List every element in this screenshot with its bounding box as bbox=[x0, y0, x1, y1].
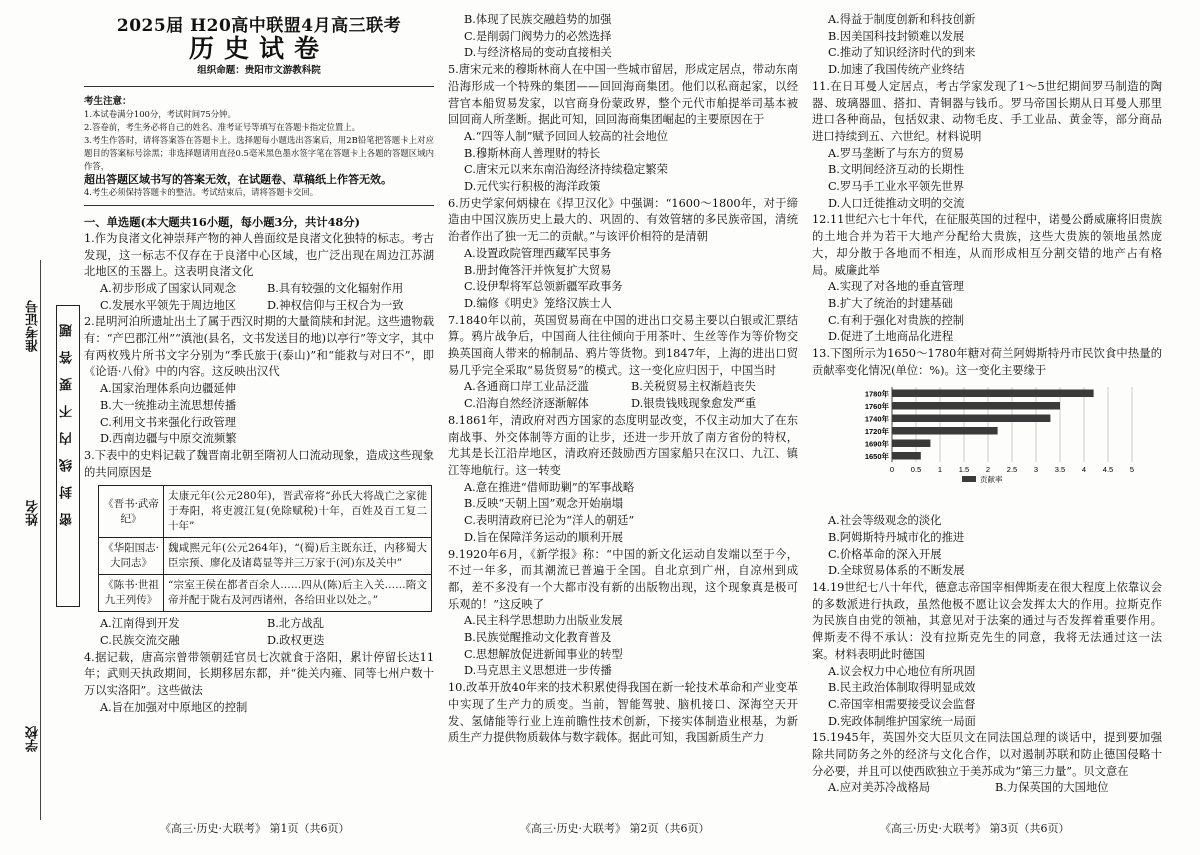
option: D.编修《明史》笼络汉族士人 bbox=[464, 296, 612, 310]
x-tick-label: 5 bbox=[1129, 465, 1135, 475]
bar bbox=[892, 415, 1050, 423]
option: A.设置政院管理西藏军民事务 bbox=[464, 246, 612, 260]
note-warning: 超出答题区域书写的答案无效，在试题卷、草稿纸上作答无效。 bbox=[84, 173, 392, 187]
x-tick-label: 0 bbox=[889, 465, 895, 475]
option: A.得益于制度创新和科技创新 bbox=[828, 13, 976, 26]
category-label: 1760年 bbox=[864, 402, 889, 412]
question-7: 7.1840年以前，英国贸易商在中国的进出口交易主要以白银或汇票结算。鸦片战争后，中国商人往往倾向于用茶叶、生丝等作为等价物交换英国商人带来的棉制品、鸦片等货物。到1847年，上海的进出口贸易几乎完全采取“易货贸易”的模式。这一变化应归因于，中国当时 bbox=[448, 313, 798, 377]
source-cell: 《华阳国志·大同志》 bbox=[99, 538, 164, 575]
question-10: 10.改革开放40年来的技术积累使得我国在新一轮技术革命和产业变革中实现了生产力的质变。当前，智能驾驶、脑机接口、深海空天开发、氢储能等行业上连前瞻性技术创新，下接实体制造业根基，为新质生产力提供物质载体与数字载体。据此可知，我国新质生产力 bbox=[448, 681, 798, 745]
option: C.价格革命的深入开展 bbox=[828, 547, 942, 561]
note-item: 4.考生必须保持答题卡的整洁。考试结束后，请将答题卡交回。 bbox=[84, 187, 319, 198]
option: C.发展水平领先于周边地区 bbox=[100, 298, 237, 312]
question-2: 2.昆明河泊所遗址出土了属于西汉时期的大量简牍和封泥。这些遗物载有：“产巴郡江州”“滇池(县名，文书发送目的地)以亭行”等文字，其中有两枚残片所书文字分别为“季氏旅于(泰山)”和“能救与对曰不”，即《论语·八佾》中的内容。这反映出汉代 bbox=[84, 315, 434, 379]
option: B.具有较强的文化辐射作用 bbox=[267, 281, 404, 295]
option: A.国家治理体系向边疆延伸 bbox=[100, 382, 237, 396]
option: B.民族觉醒推动文化教育普及 bbox=[464, 631, 612, 645]
option: D.马克思主义思想进一步传播 bbox=[464, 664, 612, 678]
notes-heading: 考生注意： bbox=[84, 96, 132, 108]
bar bbox=[892, 390, 1094, 398]
bar bbox=[892, 402, 1060, 410]
option: A.意在推进“借师助剿”的军事战略 bbox=[464, 480, 635, 494]
options-row bbox=[84, 298, 434, 315]
x-tick-label: 0.5 bbox=[910, 465, 922, 475]
table-row bbox=[99, 575, 432, 612]
x-tick-label: 1 bbox=[937, 465, 943, 475]
option: D.西南边疆与中原交流频繁 bbox=[100, 432, 237, 446]
question-13: 13.下图所示为1650～1780年糖对荷兰阿姆斯特丹市民饮食中热量的贡献率变化情况(单位：%)。这一变化主要缘于 bbox=[812, 347, 1162, 377]
x-tick-label: 4 bbox=[1081, 465, 1087, 475]
option: D.加速了我国传统产业终结 bbox=[828, 63, 965, 77]
option: B.阿姆斯特丹城市化的推进 bbox=[828, 530, 965, 544]
option: B.册封俺答汗并恢复扩大贸易 bbox=[464, 263, 612, 277]
option: B.因美国科技封锁难以发展 bbox=[828, 29, 965, 43]
option: C.帝国宰相需要接受议会监督 bbox=[828, 697, 976, 711]
question-6: 6.历史学家何炳棣在《捍卫汉化》中强调：“1600～1800年，对于缔造由中国汉族历史上最大的、巩固的、有效管辖的多民族帝国，清统治者作出了独一无二的贡献。”与该评价相符的是清朝 bbox=[448, 196, 798, 244]
option: D.促进了土地商品化进程 bbox=[828, 330, 954, 344]
option: C.罗马手工业水平领先世界 bbox=[828, 180, 965, 194]
subject-title: 历史试卷 bbox=[188, 33, 329, 63]
option: D.全球贸易体系的不断发展 bbox=[828, 564, 965, 578]
x-tick-label: 2.5 bbox=[1006, 465, 1018, 475]
exam-notes bbox=[84, 95, 434, 199]
question-12: 12.11世纪六七十年代，在征服英国的过程中，诺曼公爵威廉将旧贵族的土地合并为若干大地产分配给大贵族，这些大贵族的领地虽然庞大，却分散于各地而不相连，从而形成相互分割交错的地产占有格局。威廉此举 bbox=[812, 213, 1162, 277]
option: A.实现了对各地的垂直管理 bbox=[828, 280, 965, 294]
question-14: 14.19世纪七八十年代，德意志帝国宰相俾斯麦在很大程度上依靠议会的多数派进行执政，虽然他极不愿让议会发挥太大的作用。拉斯克作为民族自由党的领袖，其意见对于法案的通过与否发挥着重要作用。俾斯麦不得不承认：没有拉斯克先生的同意，我将无法通过这一法案。材料表明此时德国 bbox=[812, 580, 1162, 661]
option: C.设伊犁将军总领新疆军政事务 bbox=[464, 280, 623, 294]
legend-swatch bbox=[962, 476, 976, 482]
option: B.大一统推动主流思想传播 bbox=[100, 398, 237, 412]
option: D.旨在保障洋务运动的顺利开展 bbox=[464, 530, 624, 544]
question-11: 11.在日耳曼人定居点，考古学家发现了1～5世纪期间罗马制造的陶器、玻璃器皿、搭扣、青铜器与钱币。罗马帝国长期从日耳曼人那里进口各种商品，包括奴隶、动物毛皮、手工业品、黄金等，部分商品进口持续到五、六世纪。材料说明 bbox=[812, 79, 1162, 143]
option: A.应对美苏冷战格局 bbox=[828, 781, 931, 795]
category-label: 1740年 bbox=[864, 414, 889, 424]
sugar-chart bbox=[852, 383, 1162, 509]
option: B.反映“天朝上国”观念开始崩塌 bbox=[464, 497, 624, 511]
text-cell: 太康元年(公元280年)，晋武帝将“孙氏大将战亡之家徙于寿阳，将吏渡江复(免除赋税)十年，百姓及百工复二十年” bbox=[164, 486, 432, 538]
page-footer-1: 《高三·历史·大联考》 第1页（共6页） bbox=[160, 822, 350, 835]
option: D.与经济格局的变动直接相关 bbox=[464, 46, 612, 60]
divider bbox=[84, 205, 434, 206]
option: C.唐宋元以来东南沿海经济持续稳定繁荣 bbox=[464, 163, 668, 177]
options-row bbox=[812, 780, 1162, 797]
options-row bbox=[448, 379, 798, 396]
ticket-label: 准考证号 bbox=[26, 300, 41, 352]
x-tick-label: 1.5 bbox=[958, 465, 970, 475]
option: C.有利于强化对贵族的控制 bbox=[828, 313, 965, 327]
option: D.人口迁徙推动文明的交流 bbox=[828, 196, 965, 210]
source-cell: 《晋书·武帝纪》 bbox=[99, 486, 164, 538]
legend-label: 贡献率 bbox=[980, 475, 1003, 485]
table-row bbox=[99, 486, 432, 538]
section-heading: 一、单选题(本大题共16小题，每小题3分，共计48分) bbox=[84, 215, 360, 230]
binding-gutter bbox=[0, 0, 78, 855]
option: B.民主政治体制取得明显成效 bbox=[828, 681, 976, 695]
option: A.议会权力中心地位有所巩固 bbox=[828, 664, 976, 678]
table-row bbox=[99, 538, 432, 575]
options-row bbox=[448, 396, 798, 413]
option: D.神权信仰与王权合为一致 bbox=[267, 298, 404, 312]
x-tick-label: 2 bbox=[985, 465, 991, 475]
option: C.思想解放促进新闻事业的转型 bbox=[464, 647, 623, 661]
option: A.民主科学思想助力出版业发展 bbox=[464, 614, 623, 628]
option: B.关税贸易主权渐趋丧失 bbox=[631, 380, 756, 394]
question-15: 15.1945年，英国外交大臣贝文在同法国总理的谈话中，提到要加强除共同防务之外的经济与文化合作，以对遏制苏联和防止德国侵略十分必要，并且可以使西欧独立于美苏成为“第三力量”。贝文意在 bbox=[812, 731, 1162, 778]
option: D.政权更迭 bbox=[267, 634, 325, 648]
option: A.“四等人制”赋予回回人较高的社会地位 bbox=[464, 129, 669, 143]
column-3 bbox=[812, 12, 1162, 797]
x-tick-label: 3.5 bbox=[1054, 465, 1066, 475]
question-4: 4.据记载，唐高宗曾带领朝廷官员七次就食于洛阳，累计停留长达11年；武则天执政期间，长期移居东都，并“徙关内雍、同等七州户数十万以实洛阳”。这些做法 bbox=[84, 650, 434, 698]
options-row bbox=[84, 616, 434, 633]
question-3: 3.下表中的史料记载了魏晋南北朝至隋初人口流动现象，造成这些现象的共同原因是 bbox=[84, 448, 434, 479]
option: B.体现了民族交融趋势的加强 bbox=[464, 13, 612, 26]
option: D.元代实行积极的海洋政策 bbox=[464, 180, 601, 194]
option: B.北方战乱 bbox=[267, 617, 325, 631]
option: B.扩大了统治的封建基础 bbox=[828, 296, 953, 310]
option: A.江南得到开发 bbox=[100, 617, 180, 631]
option: C.表明清政府已沦为“洋人的朝廷” bbox=[464, 514, 635, 528]
seal-text: 密封线内不要答题 bbox=[60, 310, 75, 526]
question-1: 1.作为良渚文化神崇拜产物的神人兽面纹是良渚文化独特的标志。考古发现，这一标志不仅存在于良渚中心区域，也广泛出现在周边江苏湖北地区的玉器上。这表明良渚文化 bbox=[84, 231, 434, 279]
organizer: 组织命题：贵阳市文游教科院 bbox=[197, 65, 321, 77]
options-row bbox=[84, 281, 434, 298]
x-tick-label: 4.5 bbox=[1102, 465, 1114, 475]
option: A.旨在加强对中原地区的控制 bbox=[100, 700, 248, 714]
category-label: 1780年 bbox=[864, 389, 889, 399]
option: D.宪政体制维护国家统一局面 bbox=[828, 714, 976, 728]
option: B.穆斯林商人善理财的特长 bbox=[464, 146, 601, 160]
page-footer-2: 《高三·历史·大联考》 第2页（共6页） bbox=[520, 822, 710, 835]
option: B.文明间经济互动的长期性 bbox=[828, 163, 965, 177]
option: D.银贵钱贱现象愈发严重 bbox=[631, 397, 757, 411]
question-8: 8.1861年，清政府对西方国家的态度明显改变，不仅主动加大了在东南战事、外交体制等方面的让步，还进一步开放了南方省份的特权，尤其是长江沿岸地区，清政府还鼓励西方国家船只在汉口、九江、镇江等地航行。这一转变 bbox=[448, 413, 798, 477]
bar bbox=[892, 427, 998, 435]
bar bbox=[892, 452, 921, 460]
source-table bbox=[98, 485, 432, 612]
category-label: 1690年 bbox=[864, 439, 889, 449]
question-5: 5.唐宋元来的穆斯林商人在中国一些城市留居，形成定居点，带动东南沿海形成一个特殊的集团——回回海商集团。他们以私商起家，以经营官本船贸易发家，以官商身份蒙政界，整个元代市舶提举司基本被回回商人所垄断。据此可知，回回海商集团崛起的主要原因在于 bbox=[448, 63, 798, 127]
column-1 bbox=[84, 16, 434, 717]
option: A.罗马垄断了与东方的贸易 bbox=[828, 146, 965, 160]
note-item: 1.本试卷满分100分，考试时间75分钟。 bbox=[84, 109, 236, 120]
option: C.是削弱门阀势力的必然选择 bbox=[464, 29, 612, 43]
option: C.推动了知识经济时代的到来 bbox=[828, 46, 976, 60]
category-label: 1720年 bbox=[864, 427, 889, 437]
option: C.沿海自然经济逐渐解体 bbox=[464, 397, 589, 411]
gutter-line bbox=[40, 260, 41, 820]
column-2 bbox=[448, 12, 798, 747]
option: C.民族交流交融 bbox=[100, 634, 180, 648]
question-9: 9.1920年6月，《新学报》称：“中国的新文化运动自发端以至于今，不过一年多，而其潮流已普遍于全国。自北京到广州，自凉州到成都，差不多没有一个大都市没有新的出版物出现，这个现象真是极可乐观的！”这反映了 bbox=[448, 547, 798, 611]
note-item: 3.考生作答时，请将答案答在答题卡上。选择题每小题选出答案后，用2B铅笔把答题卡上对应题目的答案标号涂黑；非选择题请用直径0.5毫米黑色墨水签字笔在答题卡上各题的答题区域内作答， bbox=[84, 135, 434, 172]
category-label: 1650年 bbox=[864, 452, 889, 462]
text-cell: 魏咸熙元年(公元264年)，“(蜀)后主既东迁，内移蜀大臣宗预、廖化及诸葛显等并三万家于(河)东及关中” bbox=[164, 538, 432, 575]
note-item: 2.答卷前，考生务必将自己的姓名、准考证号等填写在答题卡指定位置上。 bbox=[84, 122, 360, 133]
name-label: 姓名 bbox=[26, 500, 41, 526]
option: B.力保英国的大国地位 bbox=[995, 781, 1109, 795]
option: A.社会等级观念的淡化 bbox=[828, 514, 942, 528]
bar-chart bbox=[852, 383, 1142, 503]
option: A.各通商口岸工业品泛滥 bbox=[464, 380, 589, 394]
option: C.利用文书来强化行政管理 bbox=[100, 415, 237, 429]
text-cell: “宗室王侯在都者百余人……四从(陈)后主入关……隋文帝并配于陇右及河西诸州，各给田业以处之。” bbox=[164, 575, 432, 612]
divider bbox=[84, 86, 434, 87]
source-cell: 《陈书·世祖九王列传》 bbox=[99, 575, 164, 612]
bar bbox=[892, 440, 930, 448]
school-label: 学校 bbox=[26, 726, 41, 752]
exam-title: 2025届 H20高中联盟4月高三联考 bbox=[116, 16, 402, 36]
options-row bbox=[84, 633, 434, 650]
option: A.初步形成了国家认同观念 bbox=[100, 281, 237, 295]
page-footer-3: 《高三·历史·大联考》 第3页（共6页） bbox=[880, 822, 1070, 835]
x-tick-label: 3 bbox=[1033, 465, 1039, 475]
